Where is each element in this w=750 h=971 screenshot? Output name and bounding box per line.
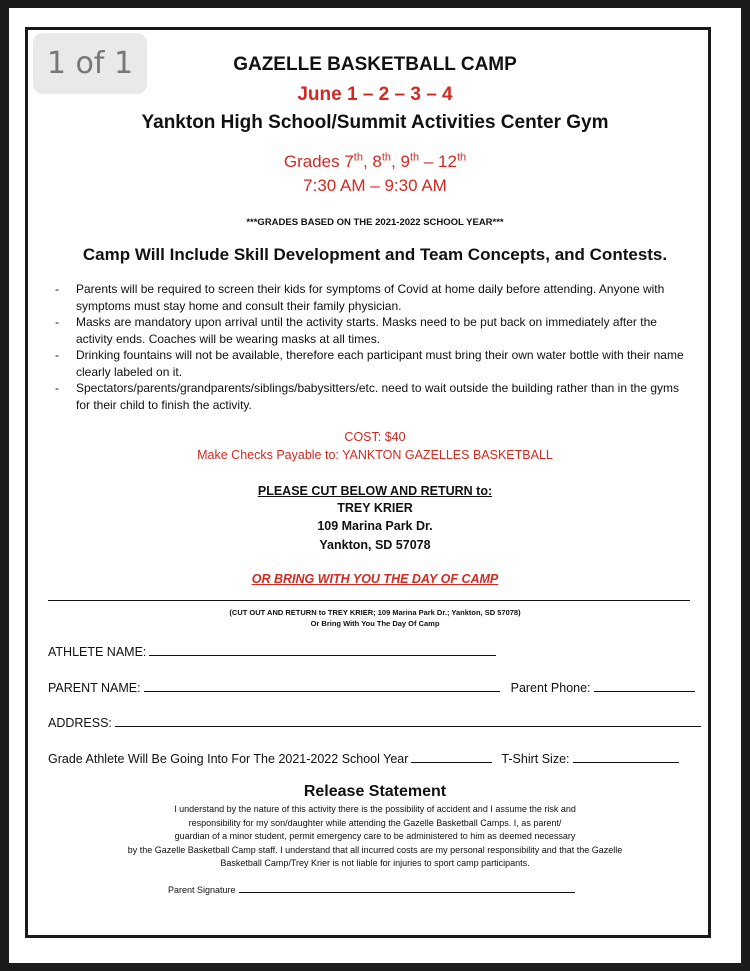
signature-label: Parent Signature bbox=[168, 885, 236, 895]
camp-title: GAZELLE BASKETBALL CAMP bbox=[233, 54, 517, 75]
return-heading: PLEASE CUT BELOW AND RETURN to: bbox=[257, 484, 493, 498]
grade-12-suffix: th bbox=[456, 151, 467, 164]
grade-9: , 9 bbox=[391, 152, 410, 171]
return-city: Yankton, SD 57078 bbox=[319, 538, 431, 552]
return-name: TREY KRIER bbox=[337, 501, 413, 515]
cut-note: (CUT OUT AND RETURN to TREY KRIER; 109 Marina Park Dr.; Yankton, SD 57078) bbox=[229, 608, 521, 617]
address-row bbox=[48, 714, 701, 730]
signature-field[interactable] bbox=[239, 883, 575, 893]
tshirt-size-field[interactable] bbox=[573, 750, 679, 763]
release-line: I understand by the nature of this activity there is the possibility of accident and I assume the risk and bbox=[174, 804, 576, 814]
parent-phone-field[interactable] bbox=[594, 679, 695, 692]
grade-field[interactable] bbox=[411, 750, 492, 763]
return-street: 109 Marina Park Dr. bbox=[317, 519, 433, 533]
bring-day-of-camp: OR BRING WITH YOU THE DAY OF CAMP bbox=[251, 572, 499, 586]
camp-time: 7:30 AM – 9:30 AM bbox=[303, 176, 447, 195]
checks-payable: Make Checks Payable to: YANKTON GAZELLES BASKETBALL bbox=[197, 448, 553, 462]
athlete-name-label: ATHLETE NAME: bbox=[48, 645, 147, 659]
release-line: responsibility for my son/daughter while attending the Gazelle Basketball Camps. I, as parent/ bbox=[188, 818, 562, 828]
grade-8-suffix: th bbox=[381, 151, 392, 164]
address-label: ADDRESS: bbox=[48, 716, 112, 730]
page-indicator: 1 of 1 bbox=[33, 33, 147, 94]
cut-line bbox=[48, 600, 690, 601]
parent-row bbox=[48, 679, 695, 695]
list-item: - Masks are mandatory upon arrival until the activity starts. Masks need to be put back on immediately after the activity ends. Coaches will be wearing masks at all times. bbox=[55, 314, 695, 347]
grade-row bbox=[48, 750, 679, 766]
parent-name-label: PARENT NAME: bbox=[48, 681, 141, 695]
camp-venue: Yankton High School/Summit Activities Center Gym bbox=[141, 112, 609, 133]
release-title: Release Statement bbox=[303, 783, 447, 800]
parent-phone-label: Parent Phone: bbox=[510, 681, 591, 695]
rules-list bbox=[55, 281, 695, 413]
camp-headline: Camp Will Include Skill Development and Team Concepts, and Contests. bbox=[82, 245, 668, 264]
grade-12: – 12 bbox=[419, 152, 457, 171]
signature-row bbox=[168, 883, 575, 895]
release-line: Basketball Camp/Trey Krier is not liable for injuries to sport camp participants. bbox=[220, 858, 530, 868]
tshirt-label: T-Shirt Size: bbox=[501, 752, 570, 766]
school-year-note: ***GRADES BASED ON THE 2021-2022 SCHOOL YEAR*** bbox=[246, 217, 504, 228]
grade-8: , 8 bbox=[362, 152, 382, 171]
grade-9-suffix: th bbox=[409, 151, 420, 164]
grade-7-suffix: th bbox=[353, 151, 363, 164]
athlete-name-row bbox=[48, 643, 496, 659]
grade-7: Grades 7 bbox=[283, 152, 354, 171]
release-line: guardian of a minor student, permit emergency care to be administered to him as deemed necessary bbox=[174, 831, 576, 841]
list-item: - Spectators/parents/grandparents/siblings/babysitters/etc. need to wait outside the building rather than in the gyms for their child to finish the activity. bbox=[55, 380, 695, 413]
camp-grades bbox=[0, 152, 750, 172]
release-line: by the Gazelle Basketball Camp staff. I understand that all incurred costs are my personal responsibility and that the Gazelle bbox=[127, 845, 623, 855]
athlete-name-field[interactable] bbox=[149, 643, 496, 656]
address-field[interactable] bbox=[115, 714, 701, 727]
list-item: - Parents will be required to screen their kids for symptoms of Covid at home daily before attending. Anyone with symptoms must stay home and consult their family physician. bbox=[55, 281, 695, 314]
list-item: - Drinking fountains will not be available, therefore each participant must bring their own water bottle with their name clearly labeled on it. bbox=[55, 347, 695, 380]
camp-cost: COST: $40 bbox=[344, 430, 406, 444]
cut-note-alt: Or Bring With You The Day Of Camp bbox=[310, 619, 440, 628]
parent-name-field[interactable] bbox=[144, 679, 500, 692]
grade-label: Grade Athlete Will Be Going Into For The 2021-2022 School Year bbox=[48, 752, 409, 766]
camp-dates: June 1 – 2 – 3 – 4 bbox=[297, 84, 453, 105]
